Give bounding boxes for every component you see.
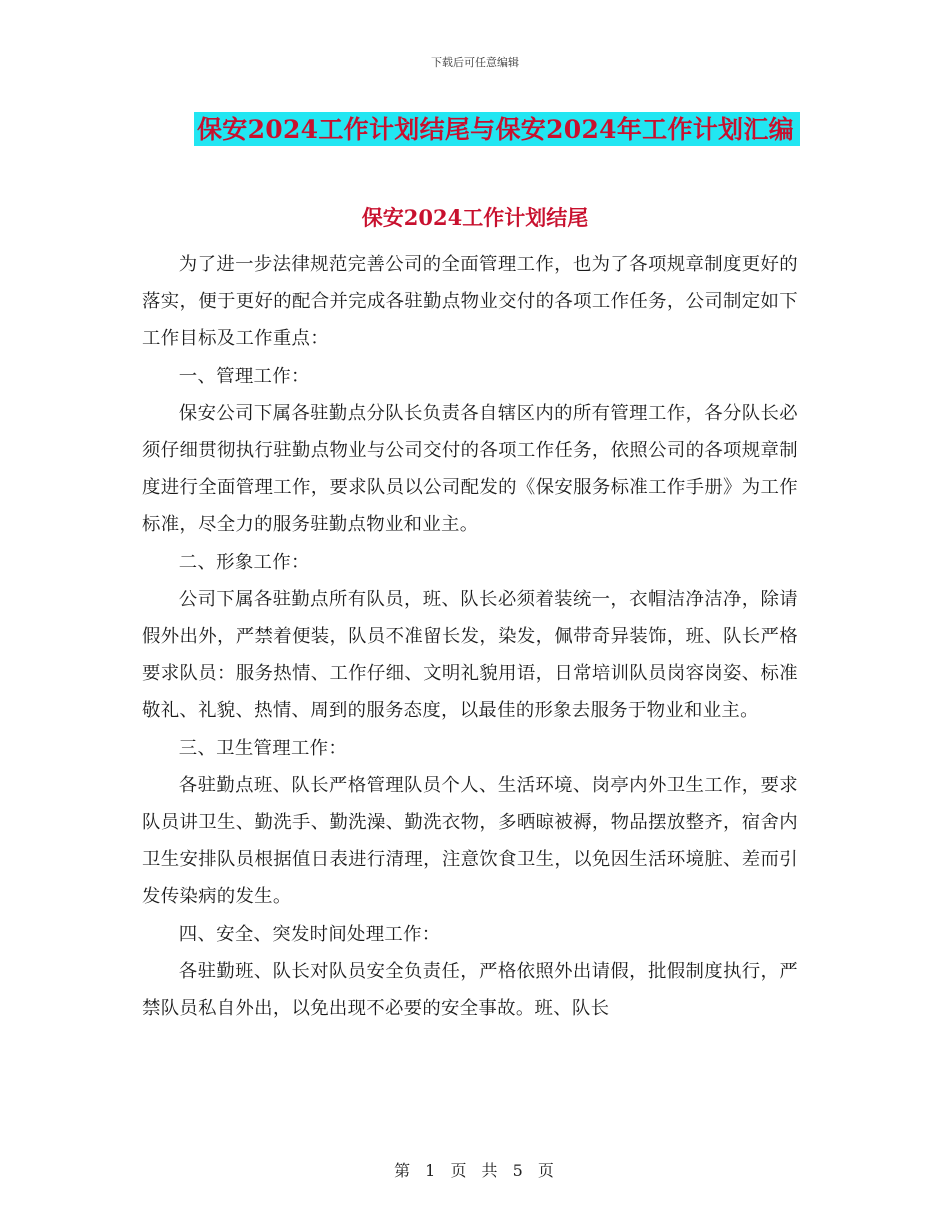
paragraph: 公司下属各驻勤点所有队员，班、队长必须着装统一，衣帽洁净洁净，除请假外出外，严禁着便装，队员不准留长发，染发，佩带奇异装饰，班、队长严格要求队员：服务热情、工作仔细、文明礼貌用语，日常培训队员岗容岗姿、标准敬礼、礼貌、热情、周到的服务态度，以最佳的形象去服务于物业和业主。 bbox=[142, 588, 798, 722]
paragraph-heading: 三、卫生管理工作： bbox=[178, 737, 348, 759]
document-body bbox=[142, 246, 798, 1027]
paragraph-heading: 二、形象工作： bbox=[178, 551, 310, 573]
section-title: 保安2024工作计划结尾 bbox=[361, 205, 589, 230]
document-title: 保安2024工作计划结尾与保安2024年工作计划汇编 bbox=[197, 115, 794, 144]
paragraph: 各驻勤班、队长对队员安全负责任，严格依照外出请假，批假制度执行，严禁队员私自外出，以免出现不必要的安全事故。班、队长 bbox=[142, 960, 798, 1020]
paragraph: 保安公司下属各驻勤点分队长负责各自辖区内的所有管理工作，各分队长必须仔细贯彻执行驻勤点物业与公司交付的各项工作任务，依照公司的各项规章制度进行全面管理工作，要求队员以公司配发的《保安服务标准工作手册》为工作标准，尽全力的服务驻勤点物业和业主。 bbox=[142, 402, 798, 536]
paragraph-heading: 一、管理工作： bbox=[178, 365, 310, 387]
page-number: 第 1 页 共 5 页 bbox=[394, 1161, 556, 1180]
paragraph-heading: 四、安全、突发时间处理工作： bbox=[178, 923, 441, 945]
paragraph: 为了进一步法律规范完善公司的全面管理工作，也为了各项规章制度更好的落实，便于更好的配合并完成各驻勤点物业交付的各项工作任务，公司制定如下工作目标及工作重点： bbox=[142, 254, 798, 350]
paragraph: 各驻勤点班、队长严格管理队员个人、生活环境、岗亭内外卫生工作，要求队员讲卫生、勤洗手、勤洗澡、勤洗衣物，多晒晾被褥，物品摆放整齐，宿舍内卫生安排队员根据值日表进行清理，注意饮食卫生，以免因生活环境脏、差而引发传染病的发生。 bbox=[142, 774, 798, 908]
header-note: 下载后可任意编辑 bbox=[431, 56, 519, 69]
